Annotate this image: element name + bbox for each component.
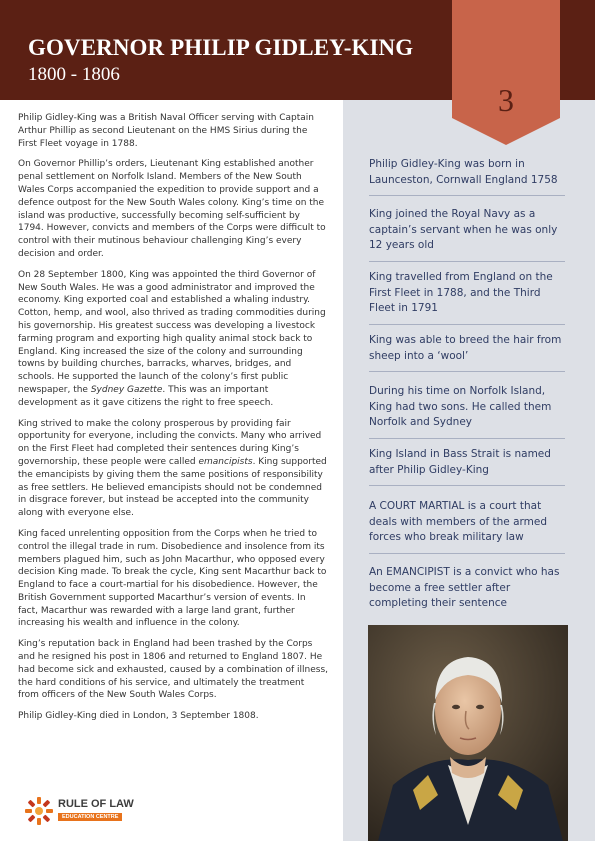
- paragraph-resignation: King’s reputation back in England had been trashed by the Corps and he resigned his post in 1806 and returned to England 1807. He had become sick and exhausted, caused by a combination of illness, the hard conditions of his service, and ultimately the treatment from officers of the New South Wales Corps.: [18, 639, 328, 701]
- biography-text: [18, 112, 328, 731]
- badge-shape: [452, 0, 560, 145]
- paragraph-emancipists-part2: . King supported the emancipists by giving them the same positions of responsibility as free settlers. He believed emancipists should not be condemned in disgrace forever, but instead be accepted into the community along with everyone else.: [18, 456, 327, 519]
- newspaper-name: Sydney Gazette: [90, 384, 163, 395]
- logo-name: RULE OF LAW: [58, 798, 134, 810]
- page-title: GOVERNOR PHILIP GIDLEY-KING: [28, 35, 414, 60]
- paragraph-governorship-part2: . This was an important development as it gave citizens the right to free speech.: [18, 384, 274, 408]
- fact-sons: During his time on Norfolk Island, King had two sons. He called them Norfolk and Sydney: [369, 384, 565, 439]
- term-years: 1800 - 1806: [28, 64, 120, 85]
- page-number-badge: [452, 0, 560, 145]
- fact-court-martial: A COURT MARTIAL is a court that deals with members of the armed forces who break military law: [369, 499, 565, 554]
- portrait-image: [368, 625, 568, 841]
- paragraph-rum-trade: King faced unrelenting opposition from the Corps when he tried to control the illegal trade in rum. Disobedience and insolence from its members plagued him, such as John Macarthur, who opposed every decision King made. To break the cycle, King sent Macarthur back to England to face a court-martial for his disobedience. However, the British Government supported Macarthur’s version of events. In fact, Macarthur was rewarded with a large land grant, further increasing his wealth and influence in the colony.: [18, 528, 327, 629]
- fact-birthplace: Philip Gidley-King was born in Launceston, Cornwall England 1758: [369, 157, 565, 196]
- portrait-painting: [368, 625, 568, 841]
- page-number: 3: [498, 82, 514, 118]
- fact-fleets: King travelled from England on the First Fleet in 1788, and the Third Fleet in 1791: [369, 270, 565, 325]
- paragraph-death: Philip Gidley-King died in London, 3 September 1808.: [18, 711, 259, 722]
- paragraph-emancipists-part1: King strived to make the colony prosperous by providing fair opportunity for everyone, including the convicts. Many who arrived on the First Fleet had completed their sentences during King’s governorship, these people were called: [18, 418, 322, 467]
- paragraph-emancipists: [18, 418, 328, 520]
- paragraph-norfolk-island: On Governor Phillip’s orders, Lieutenant King established another penal settlement on Norfolk Island. Members of the New South Wales Corps accompanied the expedition to provide support and a defence outpost for the New South Wales colony. King’s time on the island was productive, successfully becoming self-sufficient by 1794. However, convicts and members of the Corps were difficult to control with their mutinous behaviour challenging King’s every decision and order.: [18, 159, 326, 259]
- logo-subtitle: EDUCATION CENTRE: [58, 813, 122, 821]
- paragraph-governorship: [18, 269, 328, 410]
- fact-royal-navy: King joined the Royal Navy as a captain’s servant when he was only 12 years old: [369, 207, 565, 262]
- sunburst-icon: [24, 796, 54, 826]
- fact-king-island: King Island in Bass Strait is named after Philip Gidley-King: [369, 447, 565, 486]
- paragraph-naval-officer: Philip Gidley-King was a British Naval Officer serving with Captain Arthur Phillip as second Lieutenant on the HMS Sirius during the First Fleet voyage in 1788.: [18, 113, 315, 149]
- fact-emancipist: An EMANCIPIST is a convict who has become a free settler after completing their sentence: [369, 566, 560, 609]
- fact-wool: King was able to breed the hair from sheep into a ‘wool’: [369, 333, 565, 372]
- rule-of-law-logo: [24, 796, 134, 828]
- emancipists-term: emancipists: [198, 456, 253, 467]
- paragraph-governorship-part1: On 28 September 1800, King was appointed the third Governor of New South Wales. He was a good administrator and improved the economy. King exported coal and established a whaling industry. Cotton, hemp, and wool, also thrived as trading commodities during his governorship. His greatest success was developing a livestock farming program and exporting high quality animal stock back to England. King increased the size of the colony and surrounding towns by building churches, barracks, wharves, bridges, and schools. He supported the launch of the colony’s first public newspaper, the: [18, 269, 326, 395]
